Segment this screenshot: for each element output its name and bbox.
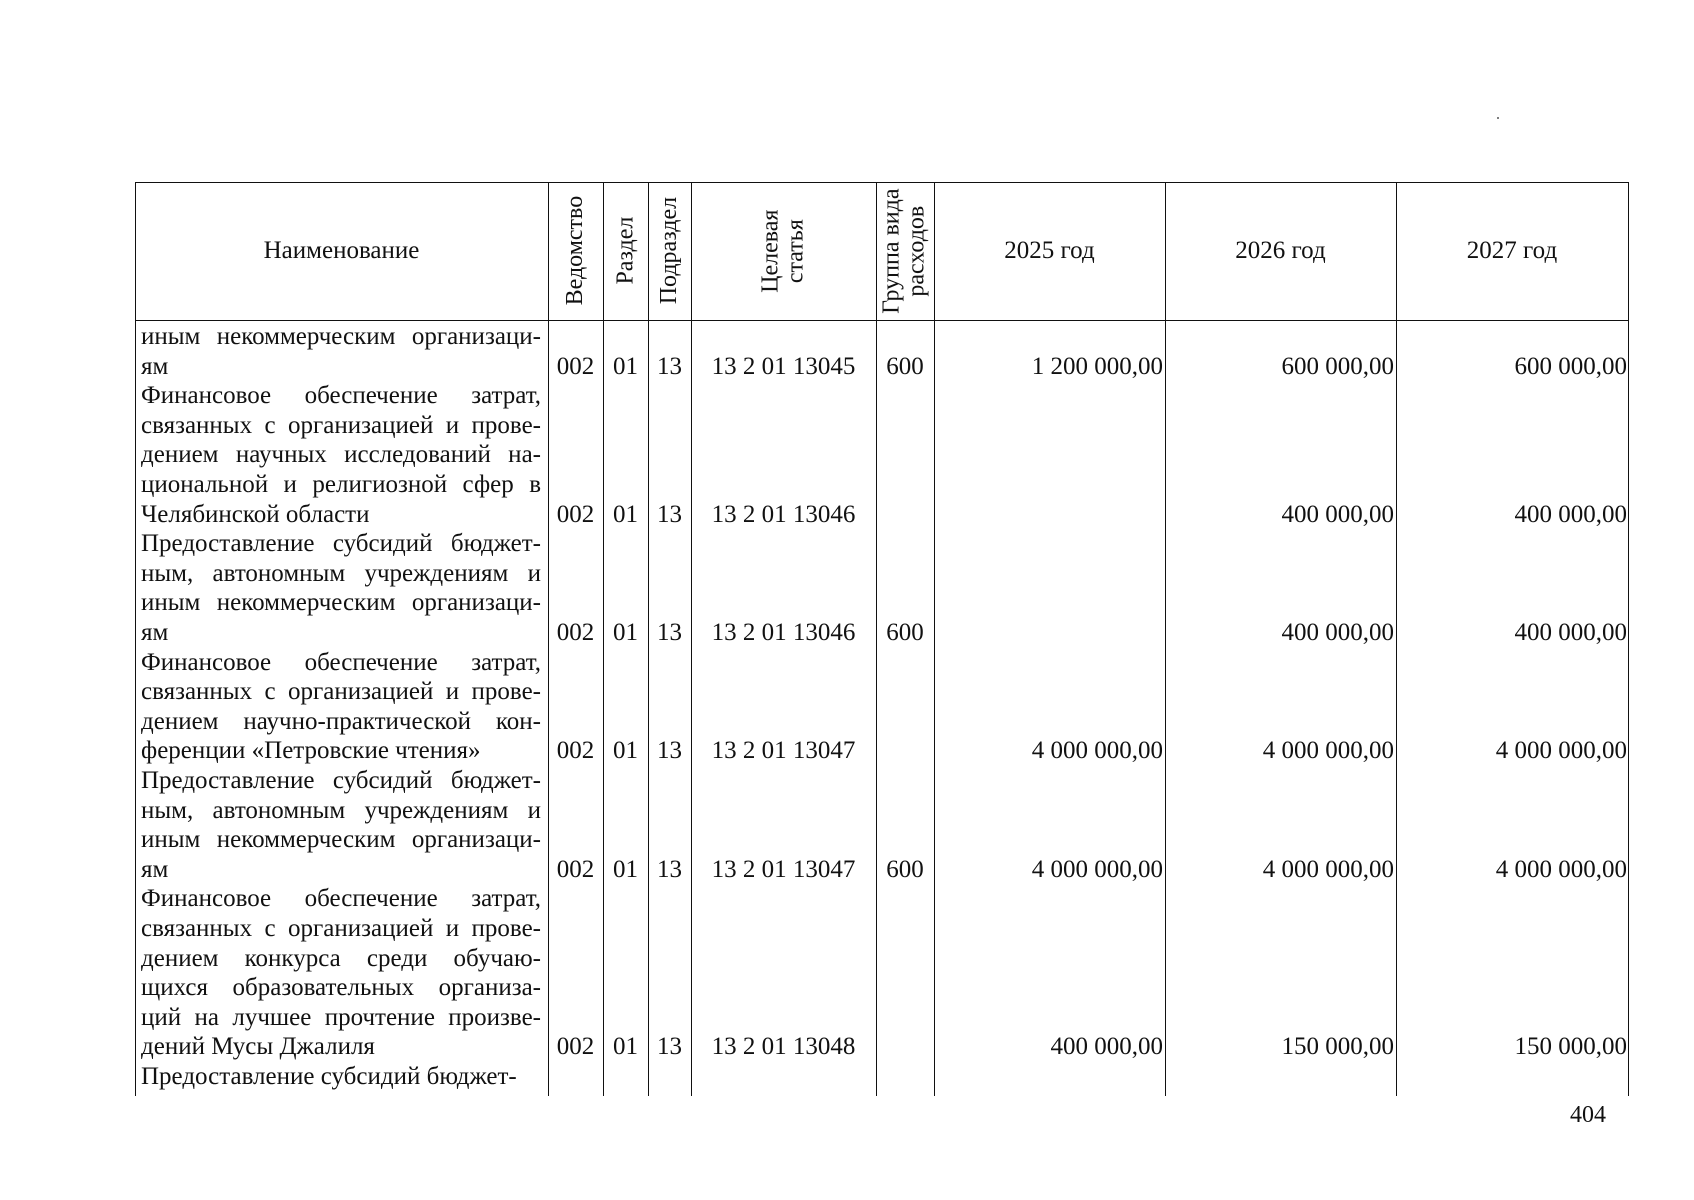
cell-subsection: 13 [657, 618, 682, 646]
header-name-label: Наименование [263, 237, 420, 265]
cell-target: 13 2 01 13048 [711, 1033, 856, 1061]
cell-y2025: 400 000,00 [1050, 1033, 1163, 1061]
cell-target: 13 2 01 13046 [711, 500, 856, 528]
cell-y2026: 150 000,00 [1281, 1033, 1394, 1061]
cell-y2026: 4 000 000,00 [1262, 737, 1394, 765]
cell-dept: 002 [556, 352, 595, 380]
table-row [135, 322, 1629, 381]
row-name-line: ференции «Петровские чтения» [141, 737, 481, 765]
table-row [135, 648, 1629, 766]
row-name-line: Финансовое обеспечение затрат, [141, 648, 541, 676]
row-name-line: Финансовое обеспечение затрат, [141, 382, 541, 410]
header-2025 [934, 182, 1165, 320]
cell-y2025: 1 200 000,00 [1031, 352, 1163, 380]
row-name-line: Предоставление субсидий бюджет- [141, 1063, 517, 1090]
cell-y2027: 400 000,00 [1514, 500, 1627, 528]
cell-section: 01 [613, 618, 638, 646]
header-subsection-label: Подраздел [655, 197, 682, 305]
header-2026 [1165, 182, 1396, 320]
table-row [135, 529, 1629, 647]
cell-group: 600 [886, 352, 924, 380]
cell-group: 600 [886, 618, 924, 646]
row-name-line: связанных с организацией и прове- [141, 678, 541, 706]
header-dept-label: Ведомство [561, 196, 588, 306]
header-target-line2: статья [782, 219, 809, 283]
table-row [135, 1062, 1629, 1092]
cell-section: 01 [613, 500, 638, 528]
row-name-line: щихся образовательных организа- [141, 974, 541, 1002]
cell-y2025: 4 000 000,00 [1031, 855, 1163, 883]
cell-y2027: 4 000 000,00 [1495, 855, 1627, 883]
cell-target: 13 2 01 13047 [711, 855, 856, 883]
row-name-line: Предоставление субсидий бюджет- [141, 530, 541, 558]
cell-section: 01 [613, 737, 638, 765]
header-target [691, 182, 876, 320]
row-name-line: иным некоммерческим организаци- [141, 323, 541, 350]
header-2025-label: 2025 год [1004, 237, 1095, 265]
row-name-line: дением конкурса среди обучаю- [141, 944, 541, 972]
header-2026-label: 2026 год [1235, 237, 1326, 265]
cell-subsection: 13 [657, 352, 682, 380]
header-dept [548, 182, 603, 320]
page-number: 404 [1570, 1102, 1606, 1128]
row-name-line: связанных с организацией и прове- [141, 411, 541, 439]
row-name-line: дений Мусы Джалиля [141, 1033, 375, 1061]
cell-dept: 002 [556, 1033, 595, 1061]
header-name [135, 182, 548, 320]
row-name-line: ям [141, 618, 169, 646]
cell-subsection: 13 [657, 1033, 682, 1061]
header-target-line1: Целевая [757, 209, 784, 293]
row-name-line: Челябинской области [141, 500, 370, 528]
row-name [141, 766, 541, 884]
header-subsection [648, 182, 691, 320]
row-name-line: дением научно-практической кон- [141, 707, 541, 735]
cell-subsection: 13 [657, 500, 682, 528]
header-group-label [880, 188, 930, 313]
row-name-line: ций на лучшее прочтение произве- [141, 1003, 541, 1031]
cell-subsection: 13 [657, 737, 682, 765]
cell-y2026: 400 000,00 [1281, 500, 1394, 528]
cell-section: 01 [613, 352, 638, 380]
row-name-line: ным, автономным учреждениям и [141, 796, 541, 824]
table-row [135, 884, 1629, 1062]
cell-subsection: 13 [657, 855, 682, 883]
row-name [141, 1062, 541, 1092]
header-target-label [758, 209, 808, 292]
header-group-line1: Группа вида [878, 188, 905, 314]
row-name-line: Финансовое обеспечение затрат, [141, 885, 541, 913]
cell-target: 13 2 01 13047 [711, 737, 856, 765]
cell-y2027: 600 000,00 [1514, 352, 1627, 380]
cell-y2025: 4 000 000,00 [1031, 737, 1163, 765]
header-2027-label: 2027 год [1466, 237, 1558, 265]
budget-table [135, 182, 1629, 1096]
header-2027 [1396, 182, 1628, 320]
table-row [135, 381, 1629, 529]
cell-group: 600 [886, 855, 924, 883]
row-name-line: связанных с организацией и прове- [141, 914, 541, 942]
header-section-label: Раздел [611, 217, 638, 285]
scan-speck [1497, 117, 1499, 119]
cell-target: 13 2 01 13045 [711, 352, 856, 380]
row-name-line: ям [141, 855, 169, 883]
cell-y2026: 600 000,00 [1281, 352, 1394, 380]
row-name-line: иным некоммерческим организаци- [141, 589, 541, 617]
row-name-line: Предоставление субсидий бюджет- [141, 767, 541, 794]
header-bottom-rule [135, 320, 1629, 321]
cell-y2027: 150 000,00 [1514, 1033, 1627, 1061]
cell-section: 01 [613, 855, 638, 883]
cell-y2027: 4 000 000,00 [1495, 737, 1627, 765]
row-name-line: циональной и религиозной сфер в [141, 470, 541, 498]
cell-dept: 002 [556, 500, 595, 528]
row-name [141, 529, 541, 647]
row-name-line: ям [141, 352, 169, 380]
row-name-line: иным некоммерческим организаци- [141, 826, 541, 854]
row-name-line: ным, автономным учреждениям и [141, 559, 541, 587]
cell-y2026: 400 000,00 [1281, 618, 1394, 646]
table-row [135, 766, 1629, 884]
header-group-line2: расходов [904, 205, 930, 297]
header-section [603, 182, 648, 320]
row-name [141, 648, 541, 766]
cell-dept: 002 [556, 855, 595, 883]
cell-dept: 002 [556, 618, 595, 646]
cell-y2026: 4 000 000,00 [1262, 855, 1394, 883]
row-name-line: дением научных исследований на- [141, 441, 541, 469]
row-name [141, 322, 541, 381]
header-group [876, 182, 934, 320]
cell-target: 13 2 01 13046 [711, 618, 856, 646]
row-name [141, 381, 541, 529]
cell-y2027: 400 000,00 [1514, 618, 1627, 646]
cell-section: 01 [613, 1033, 638, 1061]
row-name [141, 884, 541, 1062]
cell-dept: 002 [556, 737, 595, 765]
